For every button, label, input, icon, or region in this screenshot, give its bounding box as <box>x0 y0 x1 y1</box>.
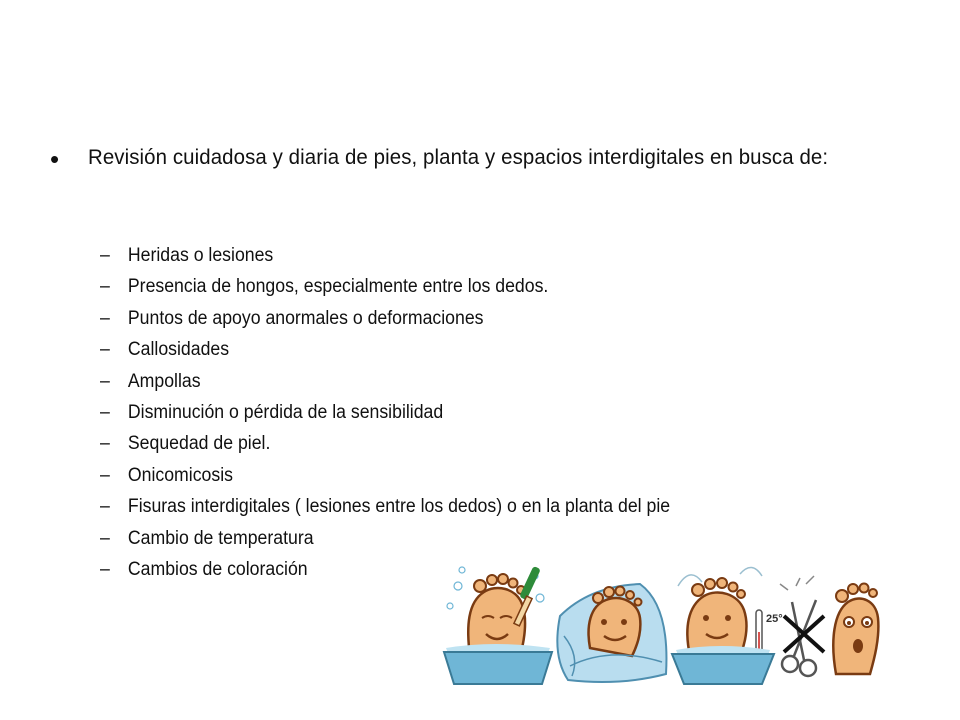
dash: – <box>100 307 110 329</box>
sub-item-text: Callosidades <box>127 339 230 361</box>
foot-washing-icon <box>444 566 552 684</box>
bullet-dot: • <box>50 144 60 174</box>
main-bullet <box>48 143 906 174</box>
dash: – <box>100 339 110 361</box>
sub-item-text: Sequedad de piel. <box>127 433 271 455</box>
dash: – <box>100 496 110 518</box>
dash: – <box>100 401 110 423</box>
surprised-foot-icon <box>833 584 878 675</box>
sub-item <box>100 273 670 304</box>
sub-item <box>100 399 670 430</box>
dash: – <box>100 370 110 392</box>
sub-item <box>100 242 670 273</box>
foot-drying-icon <box>557 584 666 682</box>
dash: – <box>100 245 110 266</box>
dash: – <box>100 527 110 549</box>
no-scissors-icon <box>780 576 824 676</box>
thermometer-label: 25° <box>766 613 783 625</box>
foot-care-illustration <box>440 556 880 686</box>
sub-item-text: Cambios de coloración <box>127 558 308 580</box>
sub-item <box>100 430 670 461</box>
dash: – <box>100 464 110 486</box>
sub-item-text: Onicomicosis <box>127 464 233 486</box>
sub-item-text: Presencia de hongos, especialmente entre los dedos. <box>127 276 549 298</box>
sub-item <box>100 462 670 493</box>
sub-item-text: Cambio de temperatura <box>127 527 314 549</box>
main-bullet-text: Revisión cuidadosa y diaria de pies, planta y espacios interdigitales en busca de: <box>88 145 829 169</box>
dash: – <box>100 558 110 580</box>
sub-item-text: Ampollas <box>127 370 201 392</box>
dash: – <box>100 433 110 455</box>
sub-item-text: Fisuras interdigitales ( lesiones entre los dedos) o en la planta del pie <box>127 496 671 518</box>
foot-temperature-icon <box>672 567 783 684</box>
sub-item <box>100 493 670 524</box>
dash: – <box>100 276 110 298</box>
sub-item-text: Heridas o lesiones <box>127 245 274 266</box>
sub-item-text: Puntos de apoyo anormales o deformaciones <box>127 307 484 329</box>
sub-item <box>100 368 670 399</box>
sub-item <box>100 525 670 556</box>
sub-item-text: Disminución o pérdida de la sensibilidad <box>127 401 444 423</box>
sub-item <box>100 336 670 367</box>
sub-list <box>100 242 713 587</box>
sub-item <box>100 305 670 336</box>
